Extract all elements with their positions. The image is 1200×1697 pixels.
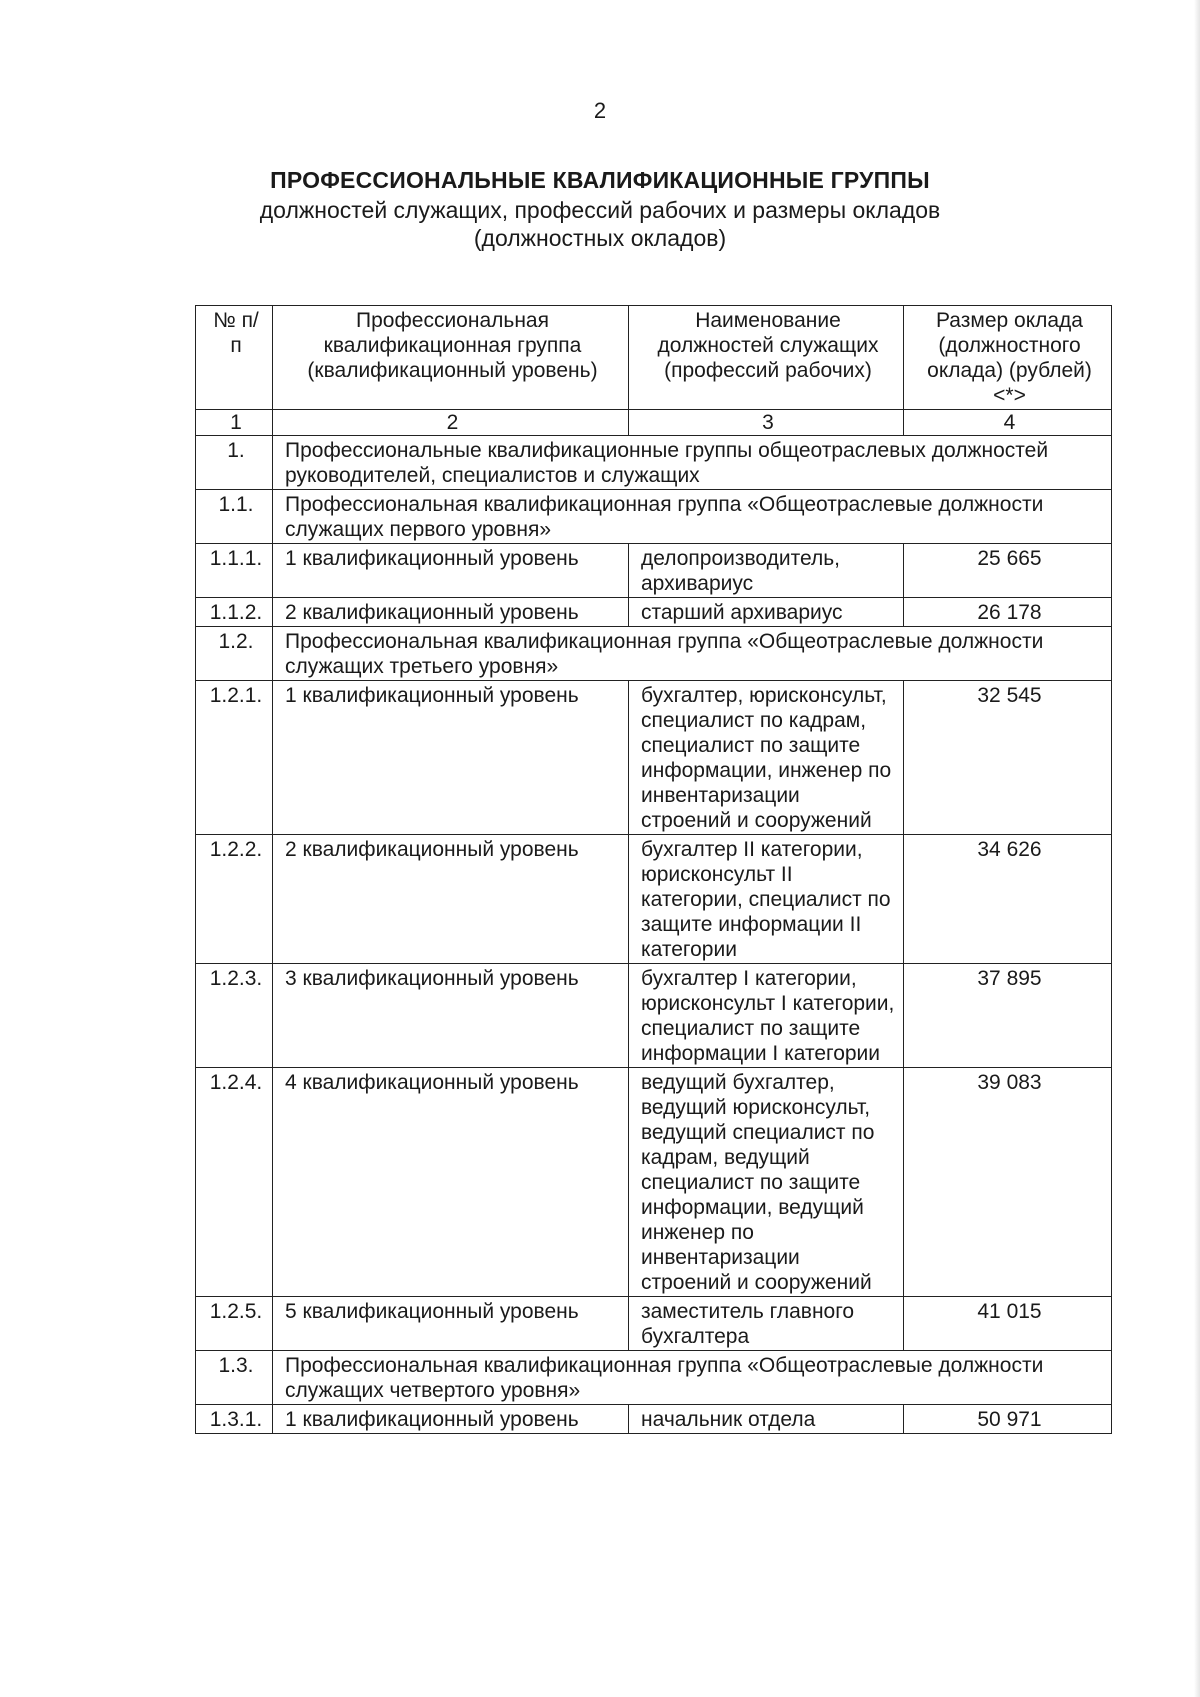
- level-row: [196, 598, 1112, 627]
- level-row: [196, 1068, 1112, 1297]
- column-number: 4: [904, 410, 1112, 436]
- position-names: бухгалтер II категории, юрисконсульт II категории, специалист по защите информации II категории: [629, 835, 904, 964]
- document-subtitle: [0, 196, 1200, 252]
- position-names: ведущий бухгалтер, ведущий юрисконсульт, ведущий специалист по кадрам, ведущий специалист по защите информации, ведущий инженер по инвентаризации строений и сооружений: [629, 1068, 904, 1297]
- salary-value: 25 665: [904, 544, 1112, 598]
- row-number: 1.1.2.: [196, 598, 273, 627]
- group-title: Профессиональная квалификационная группа «Общеотраслевые должности служащих первого уровня»: [273, 490, 1112, 544]
- column-number-row: [196, 410, 1112, 436]
- column-number: 3: [629, 410, 904, 436]
- column-number: 1: [196, 410, 273, 436]
- group-title: Профессиональная квалификационная группа «Общеотраслевые должности служащих третьего уровня»: [273, 627, 1112, 681]
- row-number: 1.2.4.: [196, 1068, 273, 1297]
- position-names: старший архивариус: [629, 598, 904, 627]
- salary-value: 41 015: [904, 1297, 1112, 1351]
- salary-value: 32 545: [904, 681, 1112, 835]
- position-names: бухгалтер I категории, юрисконсульт I категории, специалист по защите информации I категории: [629, 964, 904, 1068]
- row-number: 1.2.3.: [196, 964, 273, 1068]
- header-salary: Размер оклада (должностного оклада) (рублей) <*>: [904, 306, 1112, 410]
- row-number: 1.: [196, 436, 273, 490]
- qualification-level: 4 квалификационный уровень: [273, 1068, 629, 1297]
- row-number: 1.2.1.: [196, 681, 273, 835]
- row-number: 1.1.1.: [196, 544, 273, 598]
- level-row: [196, 1297, 1112, 1351]
- page-edge-shadow: [1194, 0, 1200, 1697]
- column-number: 2: [273, 410, 629, 436]
- level-row: [196, 544, 1112, 598]
- row-number: 1.2.2.: [196, 835, 273, 964]
- level-row: [196, 1405, 1112, 1434]
- position-names: начальник отдела: [629, 1405, 904, 1434]
- row-number: 1.1.: [196, 490, 273, 544]
- group-row: [196, 627, 1112, 681]
- row-number: 1.2.: [196, 627, 273, 681]
- salary-value: 39 083: [904, 1068, 1112, 1297]
- group-title: Профессиональные квалификационные группы общеотраслевых должностей руководителей, специалистов и служащих: [273, 436, 1112, 490]
- salary-value: 26 178: [904, 598, 1112, 627]
- qualification-level: 5 квалификационный уровень: [273, 1297, 629, 1351]
- position-names: делопроизводитель, архивариус: [629, 544, 904, 598]
- header-group: Профессиональная квалификационная группа (квалификационный уровень): [273, 306, 629, 410]
- qualification-level: 1 квалификационный уровень: [273, 1405, 629, 1434]
- salary-value: 34 626: [904, 835, 1112, 964]
- qualification-level: 1 квалификационный уровень: [273, 544, 629, 598]
- row-number: 1.2.5.: [196, 1297, 273, 1351]
- group-row: [196, 1351, 1112, 1405]
- row-number: 1.3.1.: [196, 1405, 273, 1434]
- salary-value: 50 971: [904, 1405, 1112, 1434]
- qualification-groups-table: [195, 305, 1112, 1434]
- level-row: [196, 835, 1112, 964]
- row-number: 1.3.: [196, 1351, 273, 1405]
- qualification-level: 1 квалификационный уровень: [273, 681, 629, 835]
- level-row: [196, 681, 1112, 835]
- header-positions: Наименование должностей служащих (профессий рабочих): [629, 306, 904, 410]
- qualification-level: 2 квалификационный уровень: [273, 835, 629, 964]
- page-number: 2: [593, 98, 607, 123]
- qualification-level: 3 квалификационный уровень: [273, 964, 629, 1068]
- salary-value: 37 895: [904, 964, 1112, 1068]
- subtitle-line-2: (должностных окладов): [473, 225, 727, 251]
- position-names: бухгалтер, юрисконсульт, специалист по кадрам, специалист по защите информации, инженер по инвентаризации строений и сооружений: [629, 681, 904, 835]
- qualification-level: 2 квалификационный уровень: [273, 598, 629, 627]
- document-title: ПРОФЕССИОНАЛЬНЫЕ КВАЛИФИКАЦИОННЫЕ ГРУППЫ: [270, 167, 930, 193]
- table-header-row: [196, 306, 1112, 410]
- level-row: [196, 964, 1112, 1068]
- group-row: [196, 490, 1112, 544]
- group-title: Профессиональная квалификационная группа «Общеотраслевые должности служащих четвертого уровня»: [273, 1351, 1112, 1405]
- header-num: № п/п: [196, 306, 273, 410]
- subtitle-line-1: должностей служащих, профессий рабочих и размеры окладов: [259, 197, 941, 223]
- position-names: заместитель главного бухгалтера: [629, 1297, 904, 1351]
- group-row: [196, 436, 1112, 490]
